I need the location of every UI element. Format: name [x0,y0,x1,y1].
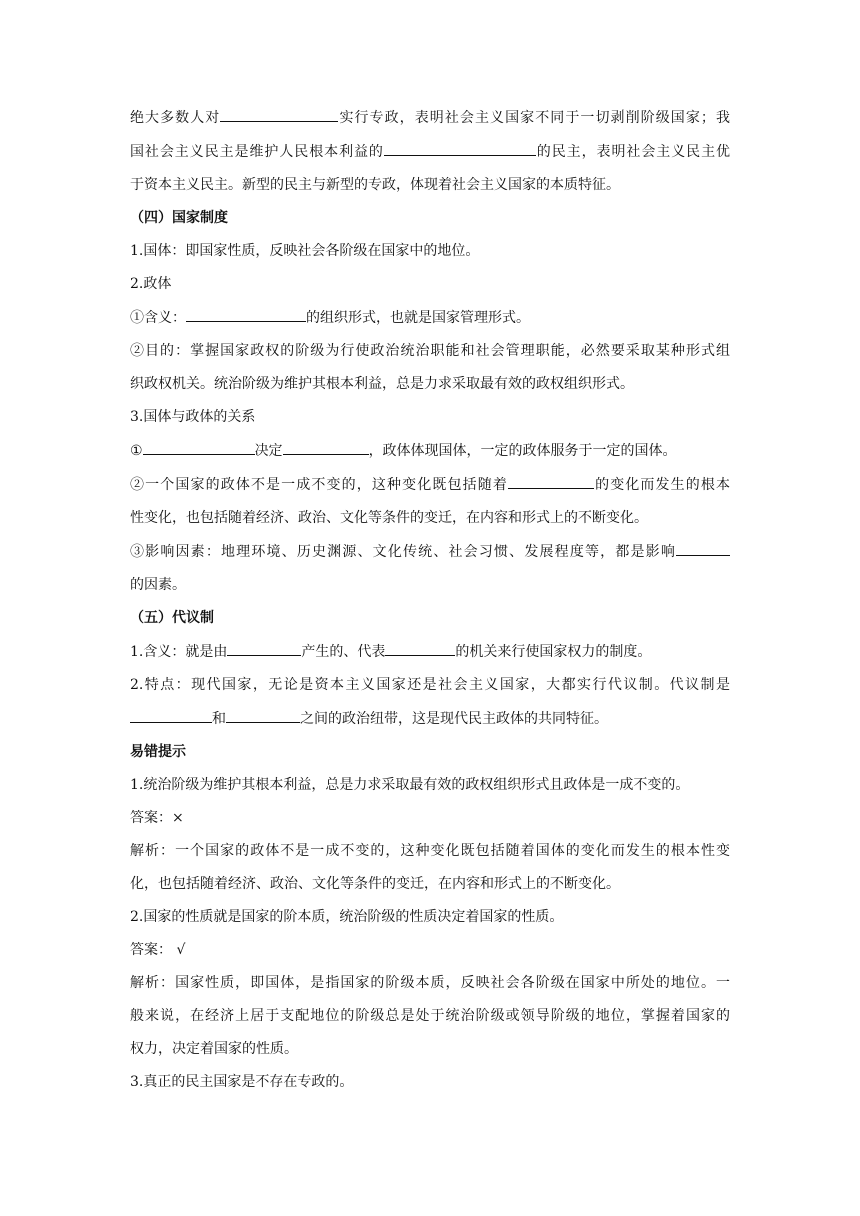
regime-purpose-line-2: 织政权机关。统治阶级为维护其根本利益，总是力求采取最有效的政权组织形式。 [130,376,634,392]
relation-point-3-line-2: 的因素。 [130,577,186,593]
representative-system-item-2-line-2 [130,707,730,730]
item-text: 1.含义：就是由 [130,644,228,660]
representative-system-item-2-line-1: 2.特点：现代国家，无论是资本主义国家还是社会主义国家，大都实行代议制。代议制是 [130,677,730,693]
tip-explanation-1-line-2: 化，也包括随着经济、政治、文化等条件的变迁，在内容和形式上的不断变化。 [130,876,620,892]
relation-text: ，政体体现国体，一定的政体服务于一定的国体。 [368,443,677,459]
relation-text: 的变化而发生的根本 [593,477,731,493]
fill-blank[interactable] [227,640,301,656]
fill-blank[interactable] [385,640,455,656]
fill-blank[interactable] [220,106,338,122]
tip-explanation-2-line-2: 般来说，在经济上居于支配地位的阶级总是处于统治阶级或领导阶级的地位，掌握着国家的 [130,1008,730,1024]
relation-point-2-line-1 [130,473,730,496]
relation-text: ②一个国家的政体不是一成不变的，这种变化既包括随着 [130,477,508,493]
state-system-item-2: 2.政体 [130,276,172,292]
tip-explanation-2-line-3: 权力，决定着国家的性质。 [130,1041,298,1057]
fill-blank[interactable] [508,473,594,489]
tip-question-3: 3.真正的民主国家是不存在专政的。 [130,1074,354,1090]
tips-heading: 易错提示 [130,744,186,760]
definition-label: ①含义： [130,310,186,326]
section-heading-5: （五）代议制 [130,610,214,626]
fill-blank[interactable] [143,439,255,455]
item-text: 产生的、代表 [301,644,386,660]
item-text: 之间的政治纽带，这是现代民主政体的共同特征。 [300,711,608,727]
relation-point-1 [130,439,730,462]
tip-question-2: 2.国家的性质就是国家的阶本质，统治阶级的性质决定着国家的性质。 [130,909,564,925]
representative-system-item-1 [130,640,730,663]
tip-question-1: 1.统治阶级为维护其根本利益，总是力求采取最有效的政权组织形式且政体是一成不变的。 [130,777,690,793]
relation-text: 决定 [254,443,283,459]
intro-line-3: 于资本主义民主。新型的民主与新型的专政，体现着社会主义国家的本质特征。 [130,177,620,193]
intro-text: 国社会主义民主是维护人民根本利益的 [130,144,384,160]
fill-blank[interactable] [130,707,212,723]
tip-answer-1: 答案：× [130,810,184,826]
circled-number: ① [130,443,143,459]
tip-explanation-1-line-1: 解析：一个国家的政体不是一成不变的，这种变化既包括随着国体的变化而发生的根本性变 [130,843,730,859]
fill-blank[interactable] [186,306,306,322]
fill-blank[interactable] [283,439,369,455]
intro-line-2 [130,140,730,163]
regime-definition [130,306,730,329]
tip-answer-2: 答案： √ [130,942,186,958]
state-system-item-3: 3.国体与政体的关系 [130,409,256,425]
intro-text: 实行专政，表明社会主义国家不同于一切剥削阶级国家；我 [338,110,730,126]
relation-point-3-line-1 [130,540,730,563]
item-text: 的机关来行使国家权力的制度。 [455,644,652,660]
section-heading-4: （四）国家制度 [130,210,228,226]
intro-line-1 [130,106,730,129]
tip-explanation-2-line-1: 解析：国家性质，即国体，是指国家的阶级本质，反映社会各阶级在国家中所处的地位。一 [130,975,730,991]
fill-blank[interactable] [226,707,300,723]
relation-point-2-line-2: 性变化，也包括随着经济、政治、文化等条件的变迁，在内容和形式上的不断变化。 [130,510,648,526]
fill-blank[interactable] [384,140,536,156]
relation-text: ③影响因素：地理环境、历史渊源、文化传统、社会习惯、发展程度等，都是影响 [130,544,676,560]
regime-purpose-line-1: ②目的：掌握国家政权的阶级为行使政治统治职能和社会管理职能，必然要采取某种形式组 [130,343,730,359]
intro-text: 的民主，表明社会主义民主优 [535,144,731,160]
fill-blank[interactable] [676,540,730,556]
definition-text: 的组织形式，也就是国家管理形式。 [306,310,530,326]
intro-text: 绝大多数人对 [130,110,221,126]
document-page [130,106,730,1104]
state-system-item-1: 1.国体：即国家性质，反映社会各阶级在国家中的地位。 [130,243,480,259]
item-text: 和 [212,711,226,727]
